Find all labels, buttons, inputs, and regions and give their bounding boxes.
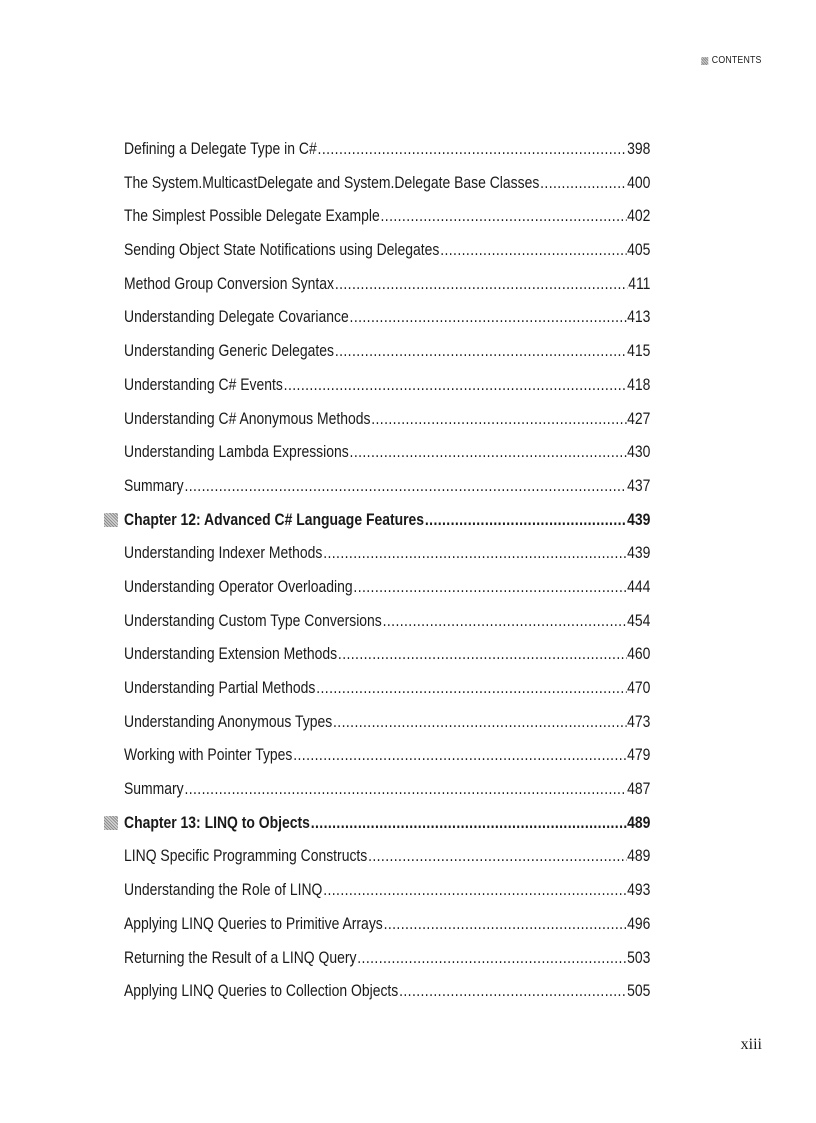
toc-entry-title: Understanding Anonymous Types [124,711,333,731]
toc-entry[interactable] [0,167,816,201]
toc-entry-title: Sending Object State Notifications using Delegates [124,240,440,260]
toc-entry-title: Chapter 12: Advanced C# Language Features [124,509,425,529]
toc-entry-line [124,305,650,329]
toc-entry-page: 470 [627,678,651,697]
dot-leader [540,171,626,195]
toc-entry[interactable] [0,773,816,807]
toc-entry-title: Understanding Generic Delegates [124,341,335,361]
dot-leader [357,946,626,970]
toc-entry-title: Chapter 13: LINQ to Objects [124,812,310,832]
toc-entry-line [124,541,650,565]
toc-entry[interactable] [0,234,816,268]
toc-entry[interactable] [0,739,816,773]
toc-entry-title: Returning the Result of a LINQ Query [124,947,357,967]
toc-entry-page: 479 [627,745,651,765]
dot-leader [353,575,626,599]
toc-entry[interactable] [0,638,816,672]
toc-entry-line [124,811,650,835]
toc-entry-line [124,912,650,936]
toc-entry-title: Understanding Delegate Covariance [124,307,349,327]
dot-leader [335,339,627,363]
toc-entry-line [124,642,650,666]
chapter-marker-icon [104,513,118,527]
toc-entry[interactable] [0,268,816,302]
toc-entry-line [124,137,650,161]
toc-entry-title: Applying LINQ Queries to Collection Objects [124,981,399,1001]
toc-entry[interactable] [0,942,816,976]
toc-entry[interactable] [0,840,816,874]
toc-entry-title: The System.MulticastDelegate and System.Delegate Base Classes [124,172,540,192]
toc-entry-title: Understanding C# Anonymous Methods [124,408,371,428]
toc-entry-title: Defining a Delegate Type in C# [124,139,317,158]
toc-entry[interactable] [0,436,816,470]
toc-entry-page: 496 [627,913,651,933]
dot-leader [335,272,628,296]
toc-entry-page: 427 [627,408,651,428]
toc-entry[interactable] [0,369,816,403]
toc-entry[interactable] [0,874,816,908]
toc-entry-page: 439 [627,543,651,563]
toc-entry-page: 400 [627,172,651,192]
toc-entry-line [124,440,650,464]
toc-entry-line [124,676,650,700]
toc-entry-line [124,204,650,228]
toc-entry[interactable] [0,706,816,740]
toc-entry-page: 405 [627,240,651,260]
dot-leader [383,609,627,633]
toc-entry-page: 487 [627,779,651,799]
toc-entry-line [124,575,650,599]
toc-entry-title: Understanding Partial Methods [124,678,316,697]
toc-entry[interactable] [0,672,816,706]
dot-leader [338,642,626,666]
table-of-contents [0,133,816,1009]
dot-leader [184,474,626,498]
toc-entry-page: 413 [627,307,651,327]
dot-leader [293,743,626,767]
toc-entry-page: 503 [627,947,651,967]
dot-leader [318,137,627,161]
dot-leader [184,777,626,801]
toc-entry-page: 489 [627,812,651,832]
dot-leader [399,979,626,1003]
toc-entry-line [124,407,650,431]
toc-entry-title: Understanding C# Events [124,374,283,394]
toc-entry-line [124,238,650,262]
dot-leader [425,508,626,532]
toc-entry-title: Summary [124,475,184,495]
toc-entry-line [124,946,650,970]
toc-entry-page: 489 [627,846,651,866]
toc-entry[interactable] [0,537,816,571]
dot-leader [350,305,627,329]
toc-entry[interactable] [0,133,816,167]
toc-entry-line [124,710,650,734]
toc-entry-line [124,609,650,633]
chapter-heading-entry[interactable] [0,807,816,841]
running-head [702,55,762,66]
toc-entry-title: Understanding Lambda Expressions [124,442,349,462]
toc-entry[interactable] [0,571,816,605]
dot-leader [311,811,627,835]
toc-entry-line [124,777,650,801]
toc-entry[interactable] [0,605,816,639]
toc-entry-page: 444 [627,576,651,596]
toc-entry-page: 418 [627,374,651,394]
toc-entry-line [124,508,650,532]
toc-entry[interactable] [0,335,816,369]
dot-leader [371,407,626,431]
toc-entry-title: Understanding Operator Overloading [124,576,353,596]
toc-entry-line [124,272,650,296]
dot-leader [368,844,626,868]
toc-entry[interactable] [0,200,816,234]
toc-entry-page: 505 [627,981,651,1001]
toc-entry-title: Method Group Conversion Syntax [124,273,334,293]
toc-entry-page: 437 [627,475,651,495]
toc-entry-page: 493 [627,880,651,900]
dot-leader [284,373,627,397]
toc-entry-title: Understanding Custom Type Conversions [124,610,382,630]
toc-entry-title: LINQ Specific Programming Constructs [124,846,368,866]
dot-leader [381,204,627,228]
toc-entry-page: 402 [627,206,651,226]
toc-entry-page: 411 [628,273,651,293]
toc-entry[interactable] [0,470,816,504]
toc-entry-line [124,743,650,767]
toc-entry-line [124,171,650,195]
dot-leader [316,676,626,700]
chapter-heading-entry[interactable] [0,504,816,538]
chapter-marker-icon [104,816,118,830]
toc-entry-title: Summary [124,779,184,799]
running-head-label: CONTENTS [712,55,762,66]
toc-entry-page: 430 [627,442,651,462]
toc-entry-line [124,339,650,363]
toc-entry-title: Understanding Extension Methods [124,644,338,664]
toc-entry[interactable] [0,908,816,942]
toc-entry-line [124,373,650,397]
toc-entry[interactable] [0,301,816,335]
toc-entry-title: Understanding Indexer Methods [124,543,323,563]
toc-entry-line [124,844,650,868]
dot-leader [384,912,627,936]
dot-leader [333,710,626,734]
page-number: xiii [740,1036,762,1053]
toc-entry-page: 439 [627,509,651,529]
toc-entry-line [124,979,650,1003]
toc-entry-title: Understanding the Role of LINQ [124,880,323,900]
toc-entry-line [124,474,650,498]
toc-entry-page: 454 [627,610,651,630]
toc-entry-page: 415 [627,341,651,361]
toc-entry[interactable] [0,403,816,437]
dot-leader [440,238,626,262]
toc-entry-page: 460 [627,644,651,664]
dot-leader [323,878,626,902]
toc-entry-page: 473 [627,711,651,731]
square-bullet-icon [702,57,709,65]
toc-entry-title: Working with Pointer Types [124,745,293,765]
dot-leader [323,541,626,565]
toc-entry-line [124,878,650,902]
toc-entry-page: 398 [627,139,651,158]
dot-leader [350,440,627,464]
toc-entry-title: The Simplest Possible Delegate Example [124,206,380,226]
toc-entry-title: Applying LINQ Queries to Primitive Arrays [124,913,383,933]
toc-entry[interactable] [0,975,816,1009]
